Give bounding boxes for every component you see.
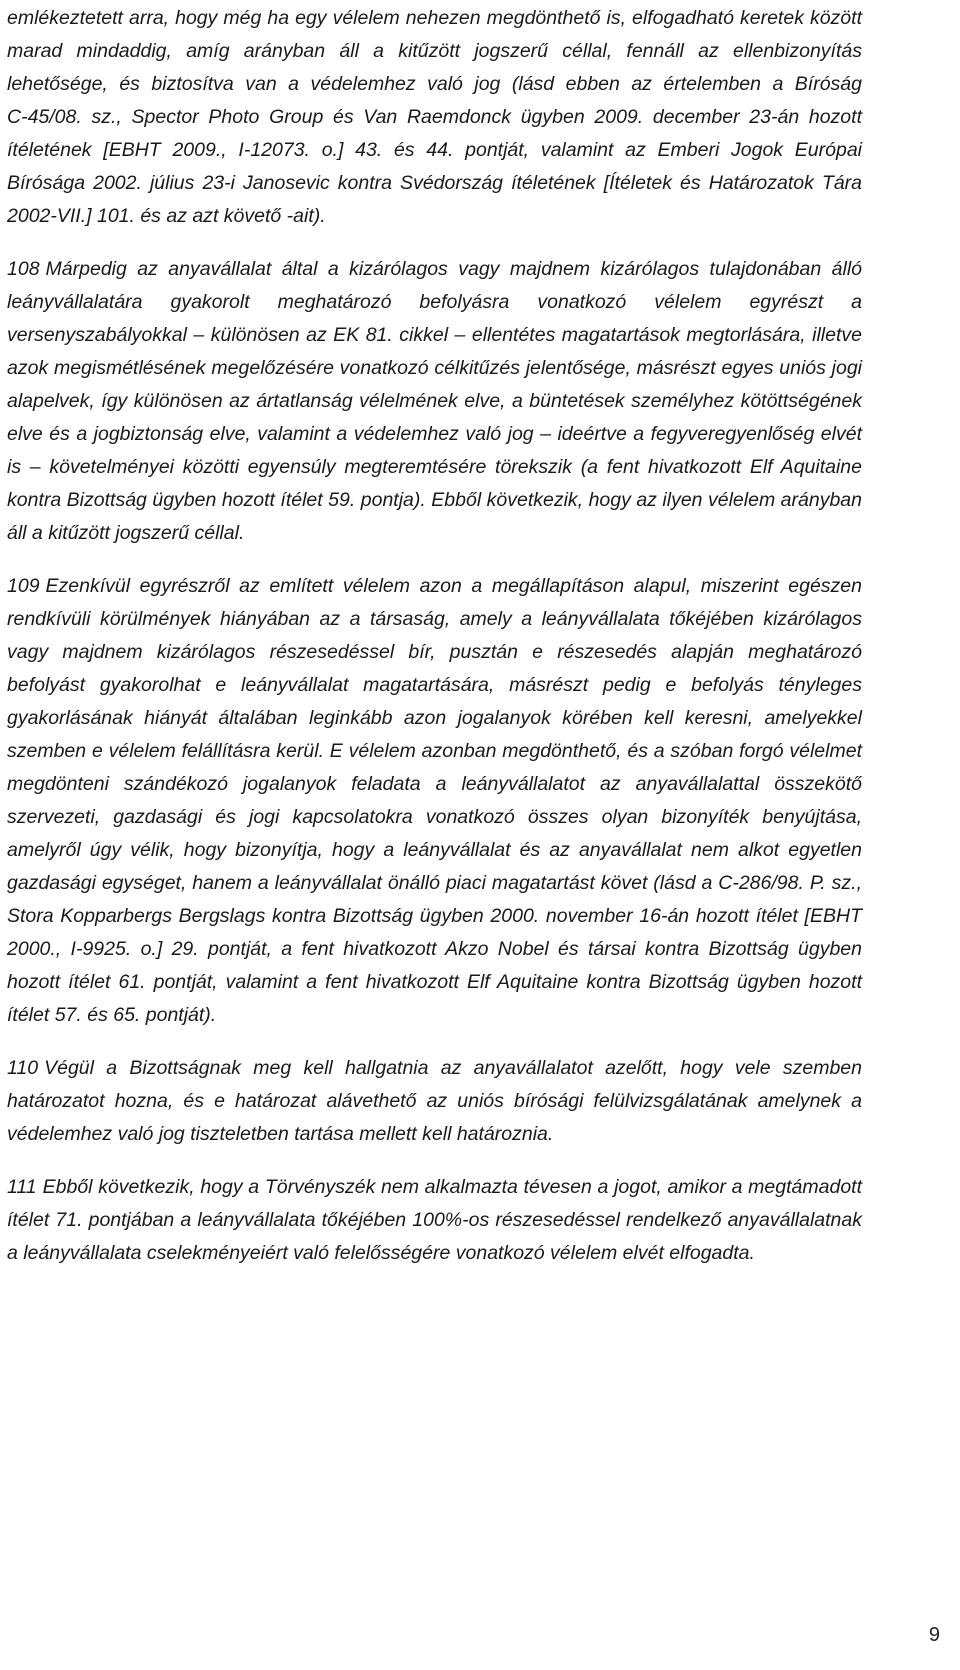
- paragraph-text: Márpedig az anyavállalat által a kizárólagos vagy majdnem kizárólagos tulajdonában álló leányvállalatára gyakorolt meghatározó befolyásra vonatkozó vélelem egyrészt a versenyszabályokkal – különösen az EK 81. cikkel – ellentétes magatartások megtorlására, illetve azok megismétlésének megelőzésére vonatkozó célkitűzés jelentősége, másrészt egyes uniós jogi alapelvek, így különösen az ártatlanság vélelmének elve, a büntetések személyhez kötöttségének elve és a jogbiztonság elve, valamint a védelemhez való jog – ideértve a fegyveregyenlőség elvét is – követelményei közötti egyensúly megteremtésére törekszik (a fent hivatkozott Elf Aquitaine kontra Bizottság ügyben hozott ítélet 59. pontja). Ebből következik, hogy az ilyen vélelem arányban áll a kitűzött jogszerű céllal.: [7, 258, 862, 544]
- text-column: [7, 2, 862, 1270]
- paragraph-number: 108: [7, 258, 40, 280]
- paragraph-continuation: [7, 2, 862, 233]
- paragraph-110: [7, 1052, 862, 1151]
- page-number: 9: [928, 1624, 940, 1646]
- paragraph-text: Végül a Bizottságnak meg kell hallgatnia az anyavállalatot azelőtt, hogy vele szemben határozatot hozna, és e határozat alávethető az uniós bírósági felülvizsgálatának amelynek a védelemhez való jog tiszteletben tartása mellett kell határoznia.: [7, 1057, 862, 1145]
- paragraph-text: Ezenkívül egyrészről az említett vélelem azon a megállapításon alapul, miszerint egészen rendkívüli körülmények hiányában az a társaság, amely a leányvállalata tőkéjében kizárólagos vagy majdnem kizárólagos részesedéssel bír, pusztán e részesedés alapján meghatározó befolyást gyakorolhat e leányvállalat magatartására, másrészt pedig e befolyás tényleges gyakorlásának hiányát általában leginkább azon jogalanyok körében kell keresni, amelyekkel szemben e vélelem felállításra kerül. E vélelem azonban megdönthető, és a szóban forgó vélelmet megdönteni szándékozó jogalanyok feladata a leányvállalatot az anyavállalattal összekötő szervezeti, gazdasági és jogi kapcsolatokra vonatkozó összes olyan bizonyíték benyújtása, amelyről úgy vélik, hogy bizonyítja, hogy a leányvállalat és az anyavállalat nem alkot egyetlen gazdasági egységet, hanem a leányvállalat önálló piaci magatartást követ (lásd a C‑286/98. P. sz., Stora Kopparbergs Bergslags kontra Bizottság ügyben 2000. november 16‑án hozott ítélet [EBHT 2000., I‑9925. o.] 29. pontját, a fent hivatkozott Akzo Nobel és társai kontra Bizottság ügyben hozott ítélet 61. pontját, valamint a fent hivatkozott Elf Aquitaine kontra Bizottság ügyben hozott ítélet 57. és 65. pontját).: [7, 575, 862, 1026]
- paragraph-text: Ebből következik, hogy a Törvényszék nem alkalmazta tévesen a jogot, amikor a megtámadott ítélet 71. pontjában a leányvállalata tőkéjében 100%‑os részesedéssel rendelkező anyavállalatnak a leányvállalata cselekményeiért való felelősségére vonatkozó vélelem elvét elfogadta.: [7, 1176, 862, 1264]
- paragraph-number: 110: [7, 1057, 39, 1079]
- paragraph-109: [7, 570, 862, 1032]
- paragraph-text: emlékeztetett arra, hogy még ha egy vélelem nehezen megdönthető is, elfogadható keretek között marad mindaddig, amíg arányban áll a kitűzött jogszerű céllal, fennáll az ellenbizonyítás lehetősége, és biztosítva van a védelemhez való jog (lásd ebben az értelemben a Bíróság C‑45/08. sz., Spector Photo Group és Van Raemdonck ügyben 2009. december 23‑án hozott ítéletének [EBHT 2009., I‑12073. o.] 43. és 44. pontját, valamint az Emberi Jogok Európai Bírósága 2002. július 23‑i Janosevic kontra Svédország ítéletének [Ítéletek és Határozatok Tára 2002‑VII.] 101. és az azt követő ‑ait).: [7, 7, 862, 227]
- paragraph-number: 109: [7, 575, 40, 597]
- paragraph-108: [7, 253, 862, 550]
- paragraph-111: [7, 1171, 862, 1270]
- paragraph-number: 111: [7, 1176, 37, 1198]
